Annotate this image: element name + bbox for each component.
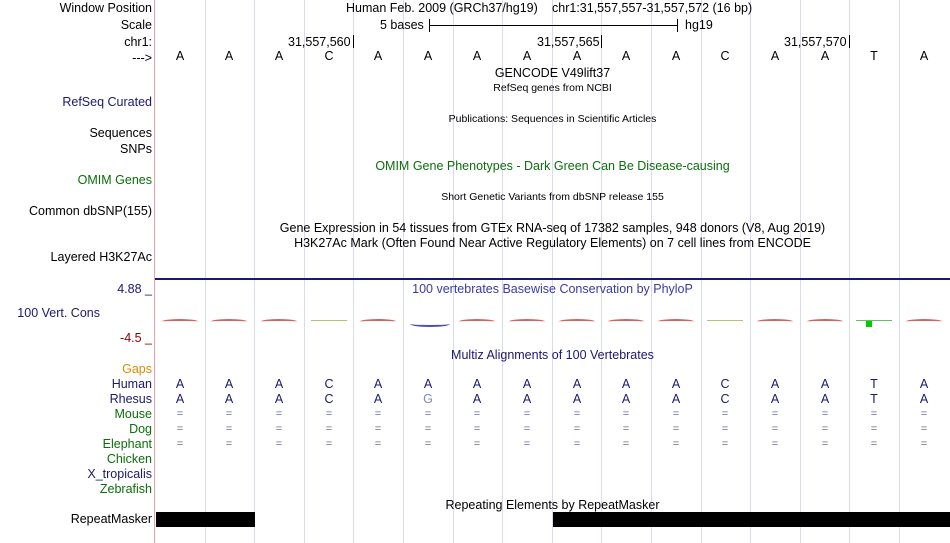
assembly-title: Human Feb. 2009 (GRCh37/hg19) (346, 1, 538, 15)
repeat-element-block[interactable] (553, 512, 950, 527)
phylop-green-marker (866, 321, 872, 327)
species-rhesus-label: Rhesus (109, 392, 152, 406)
rhesus-base: A (820, 392, 830, 406)
rhesus-base: A (572, 392, 582, 406)
mouse-base: = (424, 408, 432, 420)
elephant-base: = (374, 438, 382, 450)
human-base: A (919, 377, 929, 391)
mouse-base: = (721, 408, 729, 420)
reference-base: A (472, 49, 482, 63)
mouse-base: = (374, 408, 382, 420)
phylop-bar (559, 319, 595, 324)
scale-bases-text: 5 bases (380, 18, 424, 32)
dog-base: = (672, 423, 680, 435)
mouse-base: = (920, 408, 928, 420)
common-dbsnp-label[interactable]: Common dbSNP(155) (29, 204, 152, 218)
phylop-bar (658, 319, 694, 324)
species-dog-label: Dog (129, 422, 152, 436)
elephant-base: = (275, 438, 283, 450)
dog-base: = (771, 423, 779, 435)
omim-track-title[interactable]: OMIM Gene Phenotypes - Dark Green Can Be Disease-causing (375, 159, 730, 173)
dog-base: = (374, 423, 382, 435)
phylop-max-label: 4.88 _ (117, 282, 152, 296)
human-base: C (720, 377, 730, 391)
dog-base: = (325, 423, 333, 435)
human-base: A (770, 377, 780, 391)
layered-h3k27ac-label[interactable]: Layered H3K27Ac (50, 250, 152, 264)
rhesus-base: G (423, 392, 433, 406)
scale-bar-left-tick (429, 19, 430, 32)
reference-base: A (919, 49, 929, 63)
human-base: A (820, 377, 830, 391)
refseq-track-title[interactable]: RefSeq genes from NCBI (493, 82, 612, 94)
vert-cons-label[interactable]: 100 Vert. Cons (17, 306, 100, 320)
gencode-track-title[interactable]: GENCODE V49lift37 (494, 66, 611, 80)
reference-base: A (373, 49, 383, 63)
rhesus-base: A (919, 392, 929, 406)
elephant-base: = (523, 438, 531, 450)
position-tick-mark (849, 35, 850, 48)
phylop-bar (360, 319, 396, 324)
dog-base: = (176, 423, 184, 435)
elephant-base: = (870, 438, 878, 450)
rhesus-base: C (720, 392, 730, 406)
window-position-label: Window Position (59, 1, 152, 15)
reference-base: A (820, 49, 830, 63)
human-base: T (870, 377, 878, 391)
human-base: A (224, 377, 234, 391)
phylop-bar (608, 319, 644, 324)
phylop-bar (807, 319, 843, 324)
rhesus-base: A (671, 392, 681, 406)
chrom-label: chr1: (124, 35, 152, 49)
species-human-label: Human (111, 377, 152, 391)
repeatmasker-track-title[interactable]: Repeating Elements by RepeatMasker (445, 498, 660, 512)
gtex-track-title[interactable]: Gene Expression in 54 tissues from GTEx RNA-seq of 17382 samples, 948 donors (V8, Aug 2019) (279, 221, 826, 235)
rhesus-base: A (224, 392, 234, 406)
repeat-element-block[interactable] (156, 512, 255, 527)
species-elephant-label: Elephant (102, 437, 152, 451)
elephant-base: = (225, 438, 233, 450)
human-base: A (671, 377, 681, 391)
reference-base: C (324, 49, 334, 63)
phylop-bar (856, 320, 892, 324)
h3k27ac-signal-line (155, 278, 950, 280)
human-base: A (175, 377, 185, 391)
multiz-track-title[interactable]: Multiz Alignments of 100 Vertebrates (451, 348, 654, 362)
elephant-base: = (473, 438, 481, 450)
rhesus-base: C (324, 392, 334, 406)
scale-bar-right-tick (677, 19, 678, 32)
human-base: A (472, 377, 482, 391)
phylop-bar (211, 319, 247, 324)
dog-base: = (424, 423, 432, 435)
phylop-bar (311, 320, 347, 324)
elephant-base: = (424, 438, 432, 450)
phylop-bar (162, 319, 198, 324)
mouse-base: = (672, 408, 680, 420)
position-tick-label: 31,557,565 (537, 35, 600, 49)
snps-label[interactable]: SNPs (120, 142, 152, 156)
reference-base: A (274, 49, 284, 63)
reference-base: C (720, 49, 730, 63)
mouse-base: = (870, 408, 878, 420)
mouse-base: = (622, 408, 630, 420)
species-chicken-label: Chicken (106, 452, 152, 466)
publications-track-title[interactable]: Publications: Sequences in Scientific Articles (448, 113, 657, 125)
dog-base: = (473, 423, 481, 435)
reference-base: A (175, 49, 185, 63)
species-mouse-label: Mouse (114, 407, 152, 421)
rhesus-base: A (522, 392, 532, 406)
dog-base: = (275, 423, 283, 435)
strand-label: ---> (132, 51, 152, 65)
reference-base: A (770, 49, 780, 63)
reference-base: A (621, 49, 631, 63)
reference-base: A (522, 49, 532, 63)
phylop-track-title[interactable]: 100 vertebrates Basewise Conservation by PhyloP (412, 282, 693, 296)
rhesus-base: A (472, 392, 482, 406)
phylop-bar (509, 319, 545, 324)
dbsnp-track-title[interactable]: Short Genetic Variants from dbSNP release 155 (441, 191, 664, 203)
human-base: A (572, 377, 582, 391)
sequences-label[interactable]: Sequences (89, 126, 152, 140)
mouse-base: = (523, 408, 531, 420)
mouse-base: = (225, 408, 233, 420)
position-tick-label: 31,557,560 (288, 35, 351, 49)
dog-base: = (870, 423, 878, 435)
mouse-base: = (771, 408, 779, 420)
dog-base: = (622, 423, 630, 435)
phylop-bar (459, 319, 495, 324)
rhesus-base: A (373, 392, 383, 406)
mouse-base: = (573, 408, 581, 420)
dog-base: = (225, 423, 233, 435)
scale-bar (429, 25, 677, 26)
phylop-bar (410, 321, 450, 327)
rhesus-base: A (621, 392, 631, 406)
phylop-bar (757, 319, 793, 324)
elephant-base: = (325, 438, 333, 450)
reference-base: A (423, 49, 433, 63)
omim-genes-label[interactable]: OMIM Genes (77, 173, 152, 187)
elephant-base: = (771, 438, 779, 450)
reference-base: A (572, 49, 582, 63)
repeatmasker-label[interactable]: RepeatMasker (70, 512, 152, 526)
mouse-base: = (176, 408, 184, 420)
dog-base: = (821, 423, 829, 435)
human-base: A (522, 377, 532, 391)
dog-base: = (721, 423, 729, 435)
phylop-bar (707, 320, 743, 324)
mouse-base: = (473, 408, 481, 420)
rhesus-base: A (274, 392, 284, 406)
elephant-base: = (672, 438, 680, 450)
scale-label: Scale (120, 18, 152, 32)
rhesus-base: A (770, 392, 780, 406)
phylop-bar (261, 319, 297, 324)
dog-base: = (523, 423, 531, 435)
human-base: A (423, 377, 433, 391)
rhesus-base: A (175, 392, 185, 406)
elephant-base: = (821, 438, 829, 450)
human-base: A (373, 377, 383, 391)
reference-base: A (224, 49, 234, 63)
phylop-min-label: -4.5 _ (120, 331, 152, 345)
mouse-base: = (821, 408, 829, 420)
refseq-curated-label[interactable]: RefSeq Curated (62, 95, 152, 109)
elephant-base: = (573, 438, 581, 450)
position-tick-mark (353, 35, 354, 48)
mouse-base: = (325, 408, 333, 420)
position-tick-label: 31,557,570 (784, 35, 847, 49)
h3k27ac-track-title[interactable]: H3K27Ac Mark (Often Found Near Active Regulatory Elements) on 7 cell lines from ENCODE (294, 236, 811, 250)
reference-base: A (671, 49, 681, 63)
rhesus-base: T (870, 392, 878, 406)
elephant-base: = (176, 438, 184, 450)
species-xtropicalis-label: X_tropicalis (87, 467, 152, 481)
human-base: C (324, 377, 334, 391)
gaps-label[interactable]: Gaps (122, 362, 152, 376)
elephant-base: = (721, 438, 729, 450)
dog-base: = (573, 423, 581, 435)
elephant-base: = (622, 438, 630, 450)
elephant-base: = (920, 438, 928, 450)
phylop-bar (906, 319, 942, 324)
human-base: A (274, 377, 284, 391)
position-range: chr1:31,557,557-31,557,572 (16 bp) (552, 1, 753, 15)
species-zebrafish-label: Zebrafish (99, 482, 152, 496)
position-tick-mark (601, 35, 602, 48)
human-base: A (621, 377, 631, 391)
reference-base: T (870, 49, 878, 63)
dog-base: = (920, 423, 928, 435)
scale-db-text: hg19 (685, 18, 713, 32)
mouse-base: = (275, 408, 283, 420)
